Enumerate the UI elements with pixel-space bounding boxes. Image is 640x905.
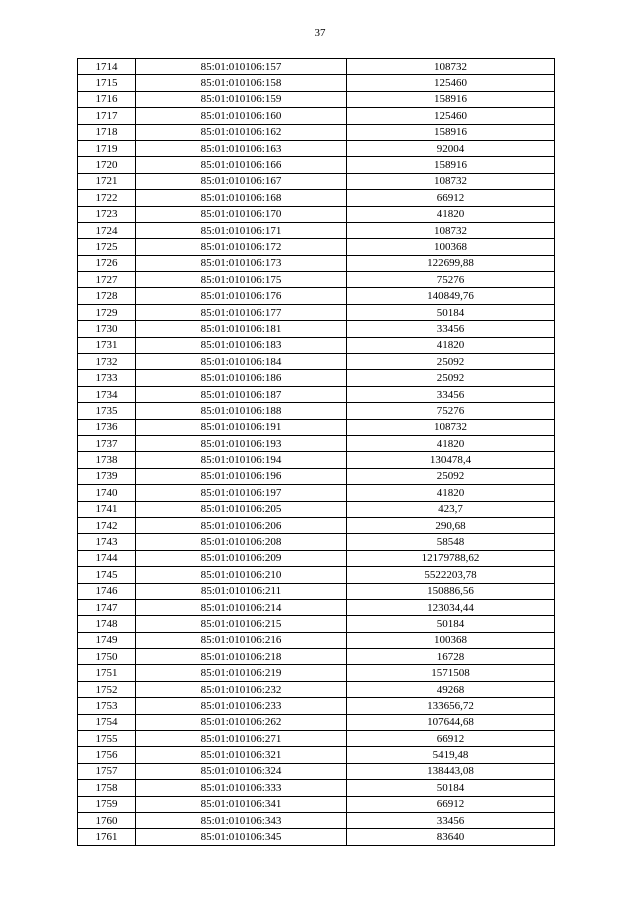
value-cell: 290,68 (347, 517, 555, 533)
value-cell: 33456 (347, 321, 555, 337)
cadastral-number-cell: 85:01:010106:184 (136, 354, 347, 370)
value-cell: 50184 (347, 304, 555, 320)
row-number-cell: 1754 (78, 714, 136, 730)
cadastral-number-cell: 85:01:010106:158 (136, 75, 347, 91)
table-row (78, 780, 555, 796)
value-cell: 107644,68 (347, 714, 555, 730)
cadastral-number-cell: 85:01:010106:186 (136, 370, 347, 386)
table-row (78, 665, 555, 681)
row-number-cell: 1757 (78, 763, 136, 779)
value-cell: 100368 (347, 239, 555, 255)
cadastral-number-cell: 85:01:010106:341 (136, 796, 347, 812)
row-number-cell: 1744 (78, 550, 136, 566)
cadastral-number-cell: 85:01:010106:171 (136, 222, 347, 238)
row-number-cell: 1751 (78, 665, 136, 681)
table-row (78, 698, 555, 714)
row-number-cell: 1760 (78, 812, 136, 828)
cadastral-number-cell: 85:01:010106:219 (136, 665, 347, 681)
value-cell: 158916 (347, 157, 555, 173)
cadastral-number-cell: 85:01:010106:214 (136, 599, 347, 615)
row-number-cell: 1726 (78, 255, 136, 271)
table-row (78, 173, 555, 189)
value-cell: 16728 (347, 649, 555, 665)
table-body (78, 59, 555, 846)
row-number-cell: 1746 (78, 583, 136, 599)
table-row (78, 517, 555, 533)
cadastral-number-cell: 85:01:010106:345 (136, 829, 347, 845)
value-cell: 125460 (347, 75, 555, 91)
table-row (78, 337, 555, 353)
table-row (78, 321, 555, 337)
table-row (78, 534, 555, 550)
value-cell: 150886,56 (347, 583, 555, 599)
cadastral-number-cell: 85:01:010106:181 (136, 321, 347, 337)
row-number-cell: 1734 (78, 386, 136, 402)
value-cell: 33456 (347, 812, 555, 828)
cadastral-number-cell: 85:01:010106:191 (136, 419, 347, 435)
cadastral-number-cell: 85:01:010106:333 (136, 780, 347, 796)
value-cell: 138443,08 (347, 763, 555, 779)
cadastral-number-cell: 85:01:010106:194 (136, 452, 347, 468)
table-row (78, 206, 555, 222)
value-cell: 75276 (347, 403, 555, 419)
table-row (78, 731, 555, 747)
table-row (78, 616, 555, 632)
table-row (78, 501, 555, 517)
table-row (78, 763, 555, 779)
row-number-cell: 1735 (78, 403, 136, 419)
table-row (78, 288, 555, 304)
cadastral-number-cell: 85:01:010106:210 (136, 567, 347, 583)
cadastral-number-cell: 85:01:010106:172 (136, 239, 347, 255)
value-cell: 25092 (347, 468, 555, 484)
value-cell: 92004 (347, 140, 555, 156)
row-number-cell: 1727 (78, 272, 136, 288)
value-cell: 50184 (347, 780, 555, 796)
cadastral-number-cell: 85:01:010106:196 (136, 468, 347, 484)
table-row (78, 468, 555, 484)
cadastral-number-cell: 85:01:010106:211 (136, 583, 347, 599)
value-cell: 49268 (347, 681, 555, 697)
table-row (78, 599, 555, 615)
row-number-cell: 1739 (78, 468, 136, 484)
table-row (78, 91, 555, 107)
row-number-cell: 1730 (78, 321, 136, 337)
table-row (78, 452, 555, 468)
value-cell: 5522203,78 (347, 567, 555, 583)
row-number-cell: 1725 (78, 239, 136, 255)
value-cell: 125460 (347, 108, 555, 124)
value-cell: 123034,44 (347, 599, 555, 615)
row-number-cell: 1755 (78, 731, 136, 747)
row-number-cell: 1752 (78, 681, 136, 697)
table-row (78, 632, 555, 648)
value-cell: 25092 (347, 354, 555, 370)
table-row (78, 190, 555, 206)
cadastral-number-cell: 85:01:010106:176 (136, 288, 347, 304)
value-cell: 158916 (347, 91, 555, 107)
cadastral-number-cell: 85:01:010106:162 (136, 124, 347, 140)
value-cell: 108732 (347, 173, 555, 189)
row-number-cell: 1732 (78, 354, 136, 370)
value-cell: 41820 (347, 337, 555, 353)
cadastral-number-cell: 85:01:010106:188 (136, 403, 347, 419)
row-number-cell: 1719 (78, 140, 136, 156)
cadastral-number-cell: 85:01:010106:232 (136, 681, 347, 697)
table-row (78, 485, 555, 501)
row-number-cell: 1750 (78, 649, 136, 665)
row-number-cell: 1756 (78, 747, 136, 763)
row-number-cell: 1740 (78, 485, 136, 501)
cadastral-number-cell: 85:01:010106:157 (136, 59, 347, 75)
cadastral-number-cell: 85:01:010106:271 (136, 731, 347, 747)
row-number-cell: 1723 (78, 206, 136, 222)
cadastral-number-cell: 85:01:010106:170 (136, 206, 347, 222)
table-row (78, 796, 555, 812)
value-cell: 25092 (347, 370, 555, 386)
table-row (78, 747, 555, 763)
cadastral-number-cell: 85:01:010106:175 (136, 272, 347, 288)
table-row (78, 583, 555, 599)
table-row (78, 124, 555, 140)
table-row (78, 272, 555, 288)
value-cell: 133656,72 (347, 698, 555, 714)
row-number-cell: 1737 (78, 435, 136, 451)
row-number-cell: 1742 (78, 517, 136, 533)
cadastral-number-cell: 85:01:010106:205 (136, 501, 347, 517)
value-cell: 66912 (347, 731, 555, 747)
row-number-cell: 1728 (78, 288, 136, 304)
cadastral-number-cell: 85:01:010106:206 (136, 517, 347, 533)
table-row (78, 567, 555, 583)
cadastral-number-cell: 85:01:010106:168 (136, 190, 347, 206)
cadastral-number-cell: 85:01:010106:324 (136, 763, 347, 779)
value-cell: 423,7 (347, 501, 555, 517)
value-cell: 108732 (347, 419, 555, 435)
table-row (78, 157, 555, 173)
row-number-cell: 1733 (78, 370, 136, 386)
value-cell: 41820 (347, 435, 555, 451)
table-row (78, 108, 555, 124)
row-number-cell: 1717 (78, 108, 136, 124)
cadastral-number-cell: 85:01:010106:177 (136, 304, 347, 320)
table-row (78, 354, 555, 370)
value-cell: 130478,4 (347, 452, 555, 468)
row-number-cell: 1745 (78, 567, 136, 583)
table-row (78, 403, 555, 419)
cadastral-number-cell: 85:01:010106:173 (136, 255, 347, 271)
cadastral-number-cell: 85:01:010106:160 (136, 108, 347, 124)
row-number-cell: 1753 (78, 698, 136, 714)
value-cell: 33456 (347, 386, 555, 402)
value-cell: 122699,88 (347, 255, 555, 271)
row-number-cell: 1729 (78, 304, 136, 320)
cadastral-number-cell: 85:01:010106:183 (136, 337, 347, 353)
cadastral-number-cell: 85:01:010106:193 (136, 435, 347, 451)
value-cell: 50184 (347, 616, 555, 632)
cadastral-number-cell: 85:01:010106:321 (136, 747, 347, 763)
cadastral-number-cell: 85:01:010106:343 (136, 812, 347, 828)
table-row (78, 140, 555, 156)
value-cell: 158916 (347, 124, 555, 140)
table-row (78, 649, 555, 665)
table-row (78, 435, 555, 451)
table-row (78, 255, 555, 271)
table-row (78, 304, 555, 320)
table-row (78, 59, 555, 75)
row-number-cell: 1761 (78, 829, 136, 845)
table-row (78, 419, 555, 435)
value-cell: 140849,76 (347, 288, 555, 304)
cadastral-number-cell: 85:01:010106:159 (136, 91, 347, 107)
row-number-cell: 1747 (78, 599, 136, 615)
row-number-cell: 1721 (78, 173, 136, 189)
cadastral-value-table (77, 58, 555, 846)
table-row (78, 550, 555, 566)
row-number-cell: 1716 (78, 91, 136, 107)
value-cell: 108732 (347, 59, 555, 75)
row-number-cell: 1718 (78, 124, 136, 140)
value-cell: 12179788,62 (347, 550, 555, 566)
row-number-cell: 1759 (78, 796, 136, 812)
value-cell: 66912 (347, 796, 555, 812)
table-row (78, 222, 555, 238)
value-cell: 83640 (347, 829, 555, 845)
table-row (78, 386, 555, 402)
value-cell: 5419,48 (347, 747, 555, 763)
value-cell: 41820 (347, 206, 555, 222)
row-number-cell: 1715 (78, 75, 136, 91)
cadastral-number-cell: 85:01:010106:167 (136, 173, 347, 189)
row-number-cell: 1738 (78, 452, 136, 468)
value-cell: 1571508 (347, 665, 555, 681)
cadastral-number-cell: 85:01:010106:208 (136, 534, 347, 550)
row-number-cell: 1736 (78, 419, 136, 435)
table-row (78, 370, 555, 386)
cadastral-number-cell: 85:01:010106:163 (136, 140, 347, 156)
table-row (78, 714, 555, 730)
value-cell: 75276 (347, 272, 555, 288)
table-row (78, 681, 555, 697)
cadastral-number-cell: 85:01:010106:218 (136, 649, 347, 665)
value-cell: 66912 (347, 190, 555, 206)
row-number-cell: 1714 (78, 59, 136, 75)
cadastral-number-cell: 85:01:010106:233 (136, 698, 347, 714)
row-number-cell: 1749 (78, 632, 136, 648)
table-row (78, 812, 555, 828)
value-cell: 100368 (347, 632, 555, 648)
cadastral-number-cell: 85:01:010106:215 (136, 616, 347, 632)
table-row (78, 75, 555, 91)
row-number-cell: 1741 (78, 501, 136, 517)
cadastral-number-cell: 85:01:010106:187 (136, 386, 347, 402)
row-number-cell: 1722 (78, 190, 136, 206)
row-number-cell: 1748 (78, 616, 136, 632)
row-number-cell: 1724 (78, 222, 136, 238)
table-row (78, 239, 555, 255)
value-cell: 41820 (347, 485, 555, 501)
table-row (78, 829, 555, 845)
cadastral-number-cell: 85:01:010106:166 (136, 157, 347, 173)
row-number-cell: 1743 (78, 534, 136, 550)
page-number: 37 (314, 27, 326, 39)
row-number-cell: 1758 (78, 780, 136, 796)
cadastral-number-cell: 85:01:010106:216 (136, 632, 347, 648)
row-number-cell: 1731 (78, 337, 136, 353)
cadastral-number-cell: 85:01:010106:209 (136, 550, 347, 566)
value-cell: 58548 (347, 534, 555, 550)
cadastral-number-cell: 85:01:010106:262 (136, 714, 347, 730)
cadastral-number-cell: 85:01:010106:197 (136, 485, 347, 501)
value-cell: 108732 (347, 222, 555, 238)
row-number-cell: 1720 (78, 157, 136, 173)
